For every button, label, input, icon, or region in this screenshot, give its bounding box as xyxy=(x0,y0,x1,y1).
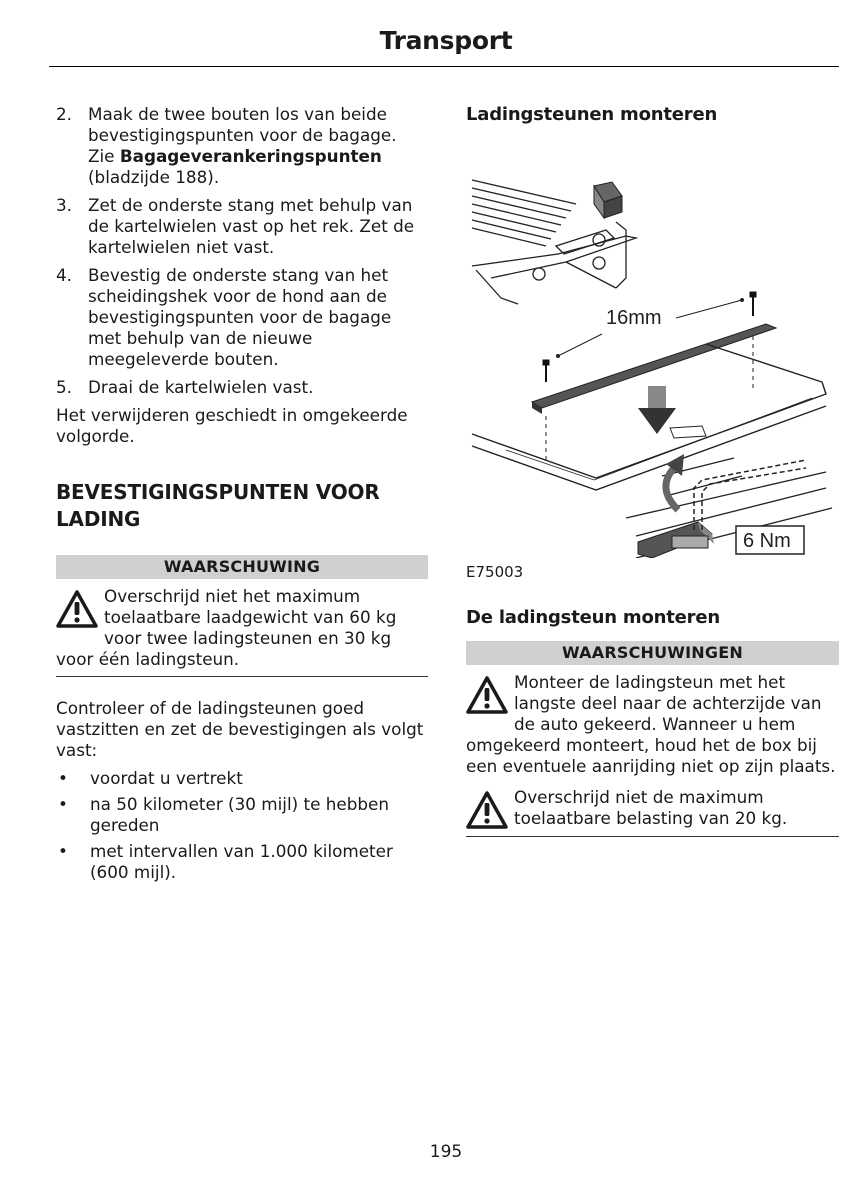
warning-text: Overschrijd niet het maximum toelaatbare laadgewicht van 60 kg voor twee ladingsteunen en 30 kg voor één ladingsteun. xyxy=(56,586,397,669)
rotate-arrow-icon xyxy=(666,454,684,510)
warning-item xyxy=(56,586,428,670)
warning-item xyxy=(466,672,839,777)
warning-triangle-icon xyxy=(56,589,98,629)
step-number: 5. xyxy=(56,377,73,397)
removal-note: Het verwijderen geschiedt in omgekeerde volgorde. xyxy=(56,405,408,446)
subsection-heading: Ladingsteunen monteren xyxy=(466,104,718,125)
left-column xyxy=(56,104,428,888)
warning-title: WAARSCHUWING xyxy=(56,555,428,579)
step-number: 3. xyxy=(56,195,73,215)
warning-text: Monteer de ladingsteun met het langste deel naar de achterzijde van de auto gekeerd. Wanneer u hem omgekeerd monteert, houd het de box bij een eventuele aanrijding niet op zijn plaats. xyxy=(466,672,836,776)
torque-label: 6 Nm xyxy=(743,530,791,552)
warning-block xyxy=(56,555,428,677)
subsection-heading: De ladingsteun monteren xyxy=(466,607,720,628)
warning-item xyxy=(466,787,839,830)
cross-reference-link[interactable]: Bagageverankeringspunten xyxy=(119,146,382,166)
clip-part-icon xyxy=(594,182,622,218)
warning-triangle-icon xyxy=(466,790,508,830)
step-text: Zet de onderste stang met behulp van de kartelwielen vast op het rek. Zet de kartelwielen niet vast. xyxy=(88,195,415,257)
step-4 xyxy=(56,265,428,370)
step-text: Bevestig de onderste stang van het scheidingshek voor de hond aan de bevestigingspunten voor de bagage met behulp van de nieuwe meegeleverde bouten. xyxy=(88,265,392,369)
warning-triangle-icon xyxy=(466,675,508,715)
page-title: Transport xyxy=(379,26,513,55)
warnings-title: WAARSCHUWINGEN xyxy=(466,641,839,665)
list-item: • met intervallen van 1.000 kilometer (600 mijl). xyxy=(58,841,393,882)
figure-code: E75003 xyxy=(466,563,524,581)
step-5 xyxy=(56,377,428,398)
list-item: • na 50 kilometer (30 mijl) te hebben gereden xyxy=(58,794,389,835)
header-divider xyxy=(49,66,839,67)
step-2 xyxy=(56,104,428,188)
list-item: • voordat u vertrekt xyxy=(58,768,243,788)
right-column xyxy=(466,104,839,837)
section-heading: BEVESTIGINGSPUNTEN VOOR LADING xyxy=(56,480,380,531)
warning-text: Overschrijd niet de maximum toelaatbare belasting van 20 kg. xyxy=(514,787,788,828)
step-number: 2. xyxy=(56,104,73,124)
step-3 xyxy=(56,195,428,258)
bolt-length-label: 16mm xyxy=(606,307,662,329)
check-intro: Controleer of de ladingsteunen goed vastzitten en zet de bevestigingen als volgt vast: xyxy=(56,698,424,760)
step-text: Maak de twee bouten los van beide bevestigingspunten voor de bagage. Zie Bagageverankeringspunten (bladzijde 188). xyxy=(88,104,397,187)
warnings-block xyxy=(466,641,839,837)
installation-illustration xyxy=(466,138,839,558)
page-number: 195 xyxy=(429,1142,463,1162)
check-list xyxy=(56,768,428,883)
step-text: Draai de kartelwielen vast. xyxy=(88,377,314,397)
step-number: 4. xyxy=(56,265,73,285)
load-carrier-diagram xyxy=(466,138,839,558)
down-arrow-icon xyxy=(638,386,676,434)
